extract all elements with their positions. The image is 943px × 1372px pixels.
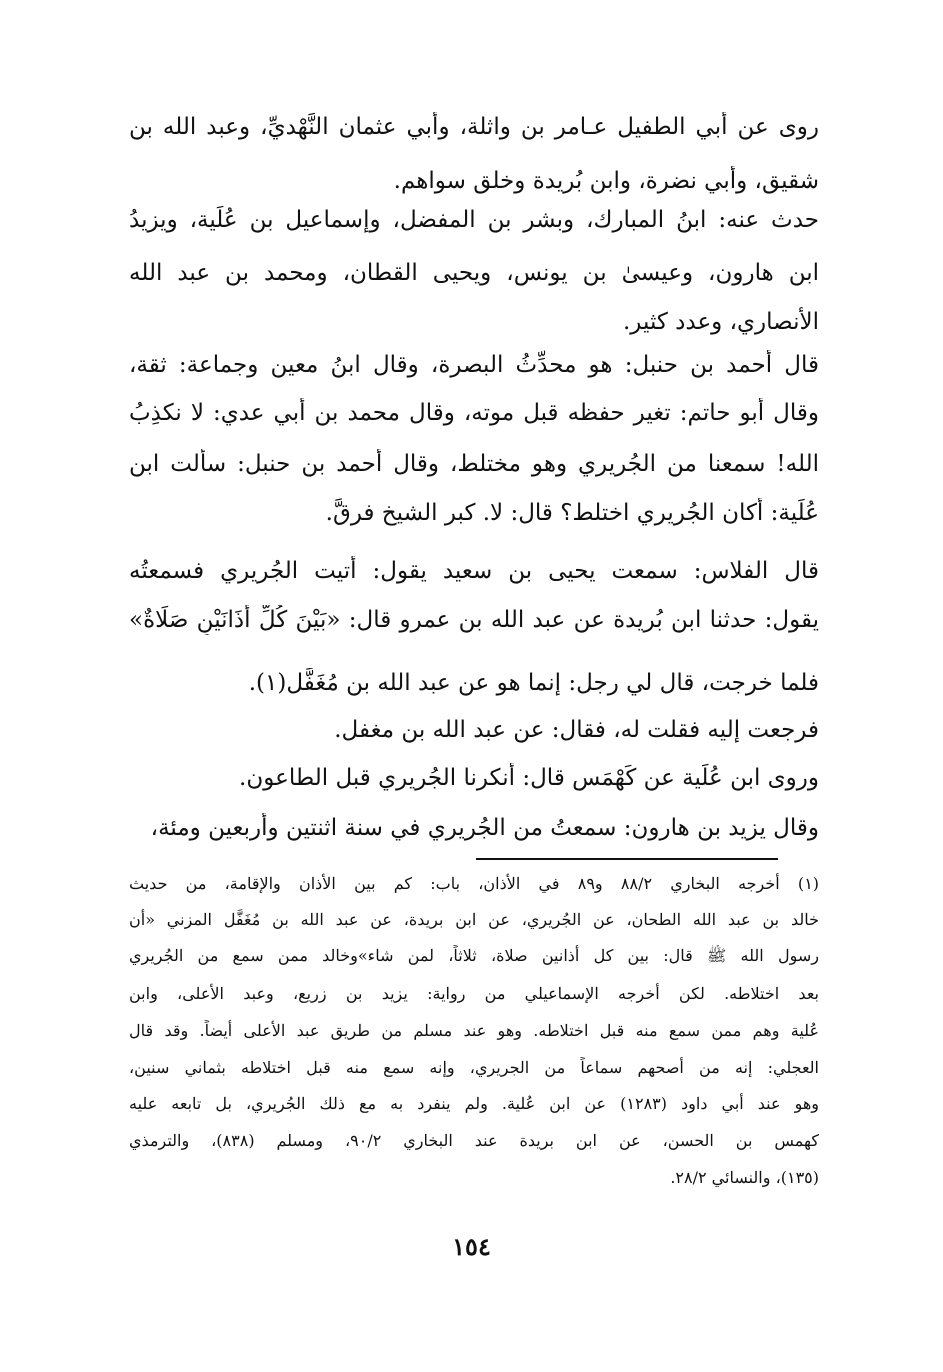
body-line: قال الفلاس: سمعت يحيى بن سعيد يقول: أتيت الجُريري فسمعتُه — [129, 558, 819, 584]
body-line: روى عن أبي الطفيل عـامر بن واثلة، وأبي عثمان النَّهْديِّ، وعبد الله بن — [129, 114, 819, 140]
body-line: وروى ابن عُلَية عن كَهْمَس قال: أنكرنا الجُريري قبل الطاعون. — [239, 765, 819, 791]
footnote-line: العجلي: إنه من أصحهم سماعاً من الجريري، وإنه سمع منه قبل اختلاطه بثماني سنين، — [129, 1058, 819, 1077]
body-line: ابن هارون، وعيسىٰ بن يونس، ويحيى القطان، ومحمد بن عبد الله — [129, 260, 819, 286]
body-line: حدث عنه: ابنُ المبارك، وبشر بن المفضل، وإسماعيل بن عُلَية، ويزيدُ — [129, 207, 819, 233]
footnote-line: بعد اختلاطه. لكن أخرجه الإسماعيلي من رواية: يزيد بن زريع، وعبد الأعلى، وابن — [129, 984, 819, 1003]
body-line: الأنصاري، وعدد كثير. — [623, 309, 819, 335]
body-line: وقال أبو حاتم: تغير حفظه قبل موته، وقال محمد بن أبي عدي: لا نكذِبُ — [129, 400, 819, 426]
body-line: عُلَية: أكان الجُريري اختلط؟ قال: لا. كبر الشيخ فرقَّ. — [325, 500, 819, 526]
footnote-line: (١) أخرجه البخاري ٨٨/٢ و٨٩ في الأذان، باب: كم بين الأذان والإقامة، من حديث — [129, 874, 819, 893]
footnote-line: رسول الله ﷺ قال: بين كل أذانين صلاة، ثلاثاً، لمن شاء»وخالد ممن سمع من الجُريري — [129, 946, 819, 965]
body-line: فلما خرجت، قال لي رجل: إنما هو عن عبد الله بن مُغَفَّل(١). — [248, 670, 819, 696]
footnote-line: وهو عند أبي داود (١٢٨٣) عن ابن عُلية. ولم ينفرد به مع ذلك الجُريري، بل تابعه عليه — [129, 1094, 819, 1113]
body-line: شقيق، وأبي نضرة، وابن بُريدة وخلق سواهم. — [393, 168, 819, 194]
body-line: يقول: حدثنا ابن بُريدة عن عبد الله بن عمرو قال: «بَيْنَ كُلِّ أَذَانَيْنِ صَلَاةٌ» — [129, 607, 819, 633]
body-line: الله! سمعنا من الجُريري وهو مختلط، وقال أحمد بن حنبل: سألت ابن — [129, 451, 819, 477]
footnote-divider — [476, 858, 778, 860]
footnote-line: خالد بن عبد الله الطحان، عن الجُريري، عن ابن بريدة، عن عبد الله بن مُغَفَّل المزني «أن — [129, 910, 819, 929]
footnote-line: كهمس بن الحسن، عن ابن بريدة عند البخاري ٩٠/٢، ومسلم (٨٣٨)، والترمذي — [129, 1131, 819, 1150]
body-line: قال أحمد بن حنبل: هو محدِّثُ البصرة، وقال ابنُ معين وجماعة: ثقة، — [129, 352, 819, 378]
body-line: وقال يزيد بن هارون: سمعتُ من الجُريري في سنة اثنتين وأربعين ومئة، — [150, 815, 819, 841]
page-number: ١٥٤ — [452, 1232, 491, 1261]
body-line: فرجعت إليه فقلت له، فقال: عن عبد الله بن مغفل. — [334, 717, 819, 743]
footnote-line: (١٣٥)، والنسائي ٢٨/٢. — [670, 1168, 819, 1187]
footnote-line: عُلية وهم ممن سمع منه قبل اختلاطه. وهو عند مسلم من طريق عبد الأعلى أيضاً. وقد قال — [129, 1021, 819, 1040]
